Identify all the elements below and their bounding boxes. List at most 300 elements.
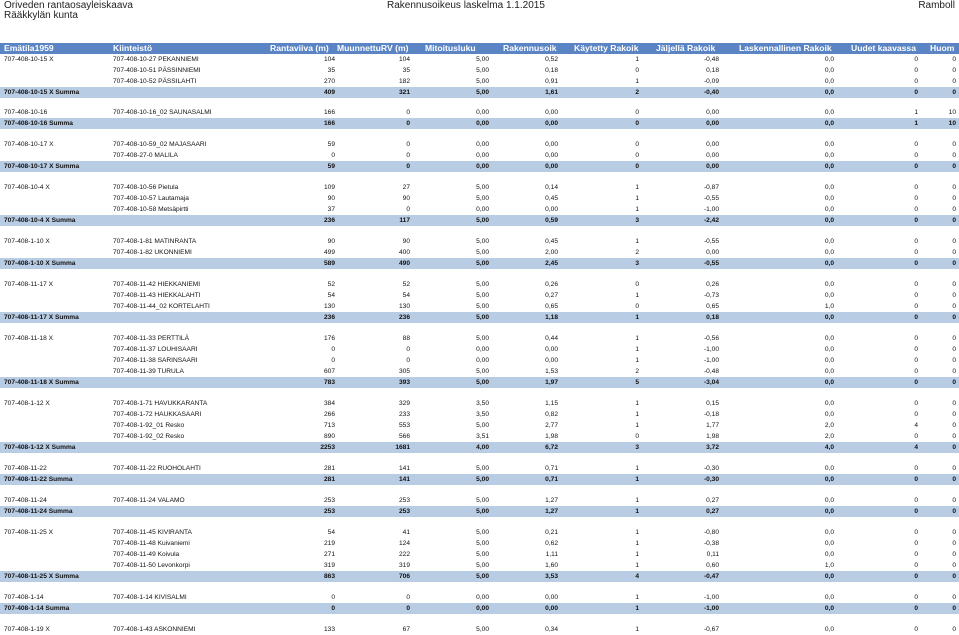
cell-laskennallinen: 1,0 [824, 303, 834, 310]
cell-uudet-kaavassa: 0 [914, 217, 918, 224]
cell-huom: 0 [952, 508, 956, 515]
cell-huom: 0 [952, 411, 956, 418]
cell-rakennusoik: 1,97 [545, 379, 558, 386]
cell-laskennallinen: 0,0 [824, 379, 834, 386]
cell-rantaviiva: 0 [331, 605, 335, 612]
cell-rantaviiva: 90 [327, 195, 335, 202]
cell-rakennusoik: 0,00 [545, 141, 558, 148]
cell-mitoitusluku: 3,50 [476, 400, 489, 407]
cell-rantaviiva: 863 [323, 573, 335, 580]
cell-mitoitusluku: 5,00 [476, 281, 489, 288]
cell-kaytetty: 1 [635, 497, 639, 504]
cell-rantaviiva: 236 [323, 217, 335, 224]
cell-rakennusoik: 1,18 [545, 314, 558, 321]
cell-huom: 10 [948, 109, 956, 116]
cell-rakennusoik: 1,27 [545, 497, 558, 504]
cell-laskennallinen: 0,0 [824, 141, 834, 148]
cell-huom: 0 [952, 444, 956, 451]
cell-rantaviiva: 90 [327, 238, 335, 245]
cell-jaljella: -0,55 [703, 195, 719, 202]
cell-huom: 0 [952, 56, 956, 63]
cell-jaljella: -1,00 [703, 605, 719, 612]
cell-uudet-kaavassa: 1 [914, 109, 918, 116]
cell-muunnettu-rv: 0 [406, 120, 410, 127]
cell-laskennallinen: 0,0 [824, 368, 834, 375]
cell-rantaviiva: 104 [323, 56, 335, 63]
cell-mitoitusluku: 5,00 [476, 529, 489, 536]
cell-rantaviiva: 0 [331, 594, 335, 601]
cell-rantaviiva: 281 [323, 476, 335, 483]
cell-mitoitusluku: 5,00 [476, 238, 489, 245]
cell-rantaviiva: 166 [323, 109, 335, 116]
header-center-title: Rakennusoikeus laskelma 1.1.2015 [387, 0, 545, 11]
table-row [0, 76, 959, 87]
cell-mitoitusluku: 5,00 [476, 292, 489, 299]
table-row [0, 150, 959, 161]
cell-mitoitusluku: 5,00 [476, 422, 489, 429]
cell-huom: 0 [952, 626, 956, 633]
cell-huom: 0 [952, 281, 956, 288]
cell-laskennallinen: 0,0 [824, 238, 834, 245]
cell-uudet-kaavassa: 0 [914, 67, 918, 74]
summary-row [0, 161, 959, 172]
cell-jaljella: 1,98 [706, 433, 719, 440]
cell-rakennusoik: 1,98 [545, 433, 558, 440]
cell-kiinteisto: 707-408-27-0 MALILA [113, 152, 178, 159]
cell-laskennallinen: 0,0 [824, 626, 834, 633]
cell-rakennusoik: 0,52 [545, 56, 558, 63]
cell-rakennusoik: 1,61 [545, 89, 558, 96]
cell-kaytetty: 1 [635, 465, 639, 472]
cell-mitoitusluku: 5,00 [476, 303, 489, 310]
cell-rakennusoik: 0,00 [545, 594, 558, 601]
cell-mitoitusluku: 4,00 [476, 444, 489, 451]
cell-muunnettu-rv: 253 [398, 497, 410, 504]
table-row [0, 65, 959, 76]
cell-rantaviiva: 109 [323, 184, 335, 191]
cell-muunnettu-rv: 0 [406, 206, 410, 213]
cell-muunnettu-rv: 236 [398, 314, 410, 321]
cell-huom: 0 [952, 195, 956, 202]
cell-emätila: 707-408-1-19 X [4, 626, 50, 633]
cell-uudet-kaavassa: 0 [914, 249, 918, 256]
summary-row [0, 571, 959, 582]
cell-kaytetty: 0 [635, 120, 639, 127]
cell-rantaviiva: 0 [331, 346, 335, 353]
cell-laskennallinen: 0,0 [824, 411, 834, 418]
table-row [0, 193, 959, 204]
cell-huom: 0 [952, 67, 956, 74]
cell-kiinteisto: 707-408-1-14 KIVISALMI [113, 594, 187, 601]
cell-kiinteisto: 707-408-10-58 Metsäpirtti [113, 206, 189, 213]
cell-kaytetty: 1 [635, 605, 639, 612]
table-row [0, 538, 959, 549]
cell-kaytetty: 1 [635, 314, 639, 321]
cell-emätila: 707-408-1-10 X Summa [4, 260, 76, 267]
cell-mitoitusluku: 0,00 [476, 206, 489, 213]
cell-rantaviiva: 176 [323, 335, 335, 342]
cell-muunnettu-rv: 41 [402, 529, 410, 536]
summary-row [0, 215, 959, 226]
cell-uudet-kaavassa: 0 [914, 605, 918, 612]
cell-jaljella: -0,38 [703, 540, 719, 547]
cell-kaytetty: 1 [635, 238, 639, 245]
col-header-huom: Huom [930, 43, 955, 53]
cell-jaljella: 0,11 [706, 551, 719, 558]
cell-mitoitusluku: 5,00 [476, 368, 489, 375]
cell-kaytetty: 0 [635, 303, 639, 310]
cell-rantaviiva: 271 [323, 551, 335, 558]
cell-rantaviiva: 0 [331, 357, 335, 364]
cell-rantaviiva: 59 [327, 141, 335, 148]
cell-jaljella: -0,55 [703, 260, 719, 267]
cell-jaljella: -0,73 [703, 292, 719, 299]
cell-rakennusoik: 0,45 [545, 238, 558, 245]
cell-laskennallinen: 0,0 [824, 497, 834, 504]
cell-jaljella: 0,65 [706, 303, 719, 310]
cell-emätila: 707-408-11-22 Summa [4, 476, 73, 483]
cell-emätila: 707-408-11-17 X Summa [4, 314, 79, 321]
cell-uudet-kaavassa: 0 [914, 465, 918, 472]
cell-laskennallinen: 0,0 [824, 314, 834, 321]
cell-huom: 0 [952, 540, 956, 547]
col-header-uudet-kaavassa: Uudet kaavassa [851, 43, 916, 53]
cell-jaljella: -0,18 [703, 411, 719, 418]
cell-rantaviiva: 409 [323, 89, 335, 96]
cell-kiinteisto: 707-408-11-24 VALAMO [113, 497, 185, 504]
cell-laskennallinen: 0,0 [824, 281, 834, 288]
cell-huom: 0 [952, 292, 956, 299]
cell-jaljella: 1,77 [706, 422, 719, 429]
cell-emätila: 707-408-1-14 [4, 594, 44, 601]
cell-rantaviiva: 499 [323, 249, 335, 256]
header-company: Ramboll [918, 0, 955, 11]
table-row [0, 204, 959, 215]
cell-muunnettu-rv: 0 [406, 346, 410, 353]
col-header-rantaviiva: Rantaviiva (m) [270, 43, 329, 53]
cell-huom: 0 [952, 551, 956, 558]
cell-kiinteisto: 707-408-11-49 Koivula [113, 551, 180, 558]
header-subtitle: Rääkkylän kunta [4, 10, 78, 21]
col-header-rakennusoik: Rakennusoik [503, 43, 557, 53]
cell-muunnettu-rv: 182 [398, 78, 410, 85]
cell-rakennusoik: 0,00 [545, 357, 558, 364]
cell-emätila: 707-408-10-4 X Summa [4, 217, 76, 224]
cell-kiinteisto: 707-408-11-43 HIEKKALAHTI [113, 292, 201, 299]
cell-muunnettu-rv: 0 [406, 109, 410, 116]
header-title: Oriveden rantaosayleiskaava [4, 0, 133, 11]
cell-uudet-kaavassa: 0 [914, 562, 918, 569]
cell-rakennusoik: 0,14 [545, 184, 558, 191]
cell-kaytetty: 1 [635, 346, 639, 353]
cell-uudet-kaavassa: 4 [914, 444, 918, 451]
cell-kaytetty: 1 [635, 411, 639, 418]
table-row [0, 107, 959, 118]
cell-mitoitusluku: 5,00 [476, 497, 489, 504]
cell-rakennusoik: 0,00 [545, 163, 558, 170]
cell-laskennallinen: 0,0 [824, 605, 834, 612]
cell-laskennallinen: 0,0 [824, 540, 834, 547]
cell-jaljella: -0,87 [703, 184, 719, 191]
cell-laskennallinen: 1,0 [824, 562, 834, 569]
cell-uudet-kaavassa: 0 [914, 346, 918, 353]
cell-uudet-kaavassa: 1 [914, 120, 918, 127]
cell-huom: 0 [952, 238, 956, 245]
cell-rantaviiva: 54 [327, 529, 335, 536]
cell-kiinteisto: 707-408-11-33 PERTTILÄ [113, 335, 189, 342]
cell-muunnettu-rv: 393 [398, 379, 410, 386]
cell-mitoitusluku: 5,00 [476, 508, 489, 515]
cell-mitoitusluku: 5,00 [476, 551, 489, 558]
cell-rantaviiva: 607 [323, 368, 335, 375]
cell-laskennallinen: 0,0 [824, 56, 834, 63]
cell-jaljella: -1,00 [703, 357, 719, 364]
cell-rantaviiva: 133 [323, 626, 335, 633]
cell-rakennusoik: 1,53 [545, 368, 558, 375]
cell-kaytetty: 1 [635, 335, 639, 342]
cell-kaytetty: 0 [635, 152, 639, 159]
cell-muunnettu-rv: 1681 [395, 444, 410, 451]
cell-muunnettu-rv: 490 [398, 260, 410, 267]
table-row [0, 527, 959, 538]
cell-kaytetty: 0 [635, 163, 639, 170]
cell-huom: 0 [952, 476, 956, 483]
cell-uudet-kaavassa: 0 [914, 357, 918, 364]
cell-uudet-kaavassa: 0 [914, 411, 918, 418]
cell-uudet-kaavassa: 0 [914, 195, 918, 202]
cell-mitoitusluku: 5,00 [476, 249, 489, 256]
col-header-kiinteisto: Kiinteistö [113, 43, 153, 53]
cell-muunnettu-rv: 117 [399, 217, 410, 224]
summary-row [0, 442, 959, 453]
cell-laskennallinen: 0,0 [824, 195, 834, 202]
cell-muunnettu-rv: 90 [402, 195, 410, 202]
cell-jaljella: 0,18 [706, 67, 719, 74]
cell-uudet-kaavassa: 0 [914, 56, 918, 63]
cell-laskennallinen: 0,0 [824, 465, 834, 472]
cell-muunnettu-rv: 222 [398, 551, 410, 558]
cell-uudet-kaavassa: 0 [914, 400, 918, 407]
table-row [0, 560, 959, 571]
cell-muunnettu-rv: 706 [398, 573, 410, 580]
cell-mitoitusluku: 0,00 [476, 141, 489, 148]
cell-uudet-kaavassa: 0 [914, 368, 918, 375]
cell-rakennusoik: 1,60 [545, 562, 558, 569]
cell-rantaviiva: 589 [323, 260, 335, 267]
cell-rantaviiva: 236 [323, 314, 335, 321]
cell-jaljella: -2,42 [703, 217, 719, 224]
cell-huom: 0 [952, 152, 956, 159]
summary-row [0, 474, 959, 485]
cell-kaytetty: 3 [635, 260, 639, 267]
cell-uudet-kaavassa: 0 [914, 184, 918, 191]
cell-kiinteisto: 707-408-11-48 Kuivaniemi [113, 540, 190, 547]
cell-rakennusoik: 0,00 [545, 152, 558, 159]
cell-uudet-kaavassa: 0 [914, 335, 918, 342]
cell-uudet-kaavassa: 0 [914, 540, 918, 547]
cell-uudet-kaavassa: 0 [914, 260, 918, 267]
cell-rantaviiva: 253 [323, 497, 335, 504]
cell-rakennusoik: 2,45 [545, 260, 558, 267]
cell-huom: 0 [952, 357, 956, 364]
cell-rantaviiva: 266 [323, 411, 335, 418]
cell-jaljella: -1,00 [703, 346, 719, 353]
cell-rakennusoik: 0,21 [545, 529, 558, 536]
cell-emätila: 707-408-11-18 X Summa [4, 379, 79, 386]
cell-uudet-kaavassa: 0 [914, 529, 918, 536]
cell-uudet-kaavassa: 0 [914, 303, 918, 310]
cell-kiinteisto: 707-408-11-38 SARINSAARI [113, 357, 198, 364]
cell-rakennusoik: 0,00 [545, 206, 558, 213]
cell-huom: 0 [952, 465, 956, 472]
cell-rakennusoik: 0,71 [545, 476, 558, 483]
cell-laskennallinen: 0,0 [824, 249, 834, 256]
summary-row [0, 506, 959, 517]
cell-rakennusoik: 0,18 [545, 67, 558, 74]
cell-rakennusoik: 0,45 [545, 195, 558, 202]
cell-kiinteisto: 707-408-10-57 Lautamaja [113, 195, 189, 202]
cell-uudet-kaavassa: 0 [914, 152, 918, 159]
cell-jaljella: -0,40 [703, 89, 719, 96]
cell-emätila: 707-408-10-17 X [4, 141, 54, 148]
cell-mitoitusluku: 0,00 [476, 120, 489, 127]
cell-rantaviiva: 59 [327, 163, 335, 170]
cell-rantaviiva: 219 [323, 540, 335, 547]
cell-rantaviiva: 166 [323, 120, 335, 127]
cell-emätila: 707-408-11-25 X Summa [4, 573, 79, 580]
cell-muunnettu-rv: 67 [402, 626, 410, 633]
cell-muunnettu-rv: 0 [406, 357, 410, 364]
cell-emätila: 707-408-11-24 Summa [4, 508, 73, 515]
cell-rantaviiva: 0 [331, 152, 335, 159]
cell-emätila: 707-408-10-17 X Summa [4, 163, 80, 170]
cell-laskennallinen: 0,0 [824, 529, 834, 536]
cell-mitoitusluku: 0,00 [476, 357, 489, 364]
table-row [0, 549, 959, 560]
cell-rantaviiva: 35 [327, 67, 335, 74]
cell-mitoitusluku: 5,00 [476, 465, 489, 472]
cell-huom: 0 [952, 422, 956, 429]
table-row [0, 182, 959, 193]
cell-uudet-kaavassa: 4 [914, 422, 918, 429]
cell-kiinteisto: 707-408-10-16_02 SAUNASALMI [113, 109, 212, 116]
cell-kaytetty: 5 [635, 379, 639, 386]
summary-row [0, 312, 959, 323]
cell-kiinteisto: 707-408-10-27 PEKANNIEMI [113, 56, 199, 63]
cell-kiinteisto: 707-408-1-82 UKONNIEMI [113, 249, 192, 256]
cell-kiinteisto: 707-408-1-92_02 Resko [113, 433, 185, 440]
table-row [0, 398, 959, 409]
cell-jaljella: -0,55 [703, 238, 719, 245]
cell-kiinteisto: 707-408-10-59_02 MAJASAARI [113, 141, 207, 148]
cell-rantaviiva: 384 [323, 400, 335, 407]
cell-laskennallinen: 0,0 [824, 594, 834, 601]
cell-jaljella: 0,00 [706, 141, 719, 148]
col-header-muunnettu-rv: MuunnettuRV (m) [337, 43, 409, 53]
cell-kiinteisto: 707-408-1-71 HAVUKKARANTA [113, 400, 208, 407]
cell-jaljella: -0,30 [703, 476, 719, 483]
cell-emätila: 707-408-11-24 [4, 497, 47, 504]
cell-kaytetty: 0 [635, 141, 639, 148]
cell-kiinteisto: 707-408-11-22 RUOHOLAHTI [113, 465, 201, 472]
cell-uudet-kaavassa: 0 [914, 281, 918, 288]
cell-huom: 0 [952, 260, 956, 267]
cell-jaljella: 0,26 [706, 281, 719, 288]
cell-kaytetty: 0 [635, 67, 639, 74]
cell-emätila: 707-408-10-15 X [4, 56, 54, 63]
cell-muunnettu-rv: 130 [398, 303, 410, 310]
cell-jaljella: -0,48 [703, 56, 719, 63]
cell-kaytetty: 0 [635, 281, 639, 288]
cell-kiinteisto: 707-408-11-39 TURULA [113, 368, 184, 375]
cell-mitoitusluku: 5,00 [476, 476, 489, 483]
cell-huom: 0 [952, 605, 956, 612]
cell-uudet-kaavassa: 0 [914, 626, 918, 633]
cell-rakennusoik: 6,72 [545, 444, 558, 451]
cell-huom: 0 [952, 78, 956, 85]
cell-muunnettu-rv: 319 [398, 562, 410, 569]
cell-mitoitusluku: 5,00 [476, 335, 489, 342]
cell-rantaviiva: 130 [323, 303, 335, 310]
cell-rantaviiva: 713 [323, 422, 335, 429]
cell-jaljella: -0,30 [703, 465, 719, 472]
table-row [0, 247, 959, 258]
cell-uudet-kaavassa: 0 [914, 573, 918, 580]
cell-rakennusoik: 0,00 [545, 346, 558, 353]
cell-kaytetty: 1 [635, 476, 639, 483]
cell-kaytetty: 1 [635, 422, 639, 429]
cell-jaljella: -1,00 [703, 206, 719, 213]
cell-laskennallinen: 0,0 [824, 89, 834, 96]
table-row [0, 54, 959, 65]
summary-row [0, 377, 959, 388]
cell-emätila: 707-408-10-4 X [4, 184, 50, 191]
cell-mitoitusluku: 5,00 [476, 184, 489, 191]
cell-huom: 0 [952, 249, 956, 256]
col-header-mitoitusluku: Mitoitusluku [425, 43, 476, 53]
cell-mitoitusluku: 5,00 [476, 540, 489, 547]
cell-rakennusoik: 0,00 [545, 120, 558, 127]
cell-jaljella: -0,80 [703, 529, 719, 536]
cell-muunnettu-rv: 233 [398, 411, 410, 418]
cell-rantaviiva: 319 [323, 562, 335, 569]
cell-huom: 0 [952, 141, 956, 148]
cell-laskennallinen: 0,0 [824, 551, 834, 558]
cell-huom: 0 [952, 368, 956, 375]
cell-mitoitusluku: 5,00 [476, 562, 489, 569]
cell-kaytetty: 1 [635, 508, 639, 515]
cell-huom: 0 [952, 303, 956, 310]
summary-row [0, 603, 959, 614]
cell-kaytetty: 1 [635, 551, 639, 558]
cell-laskennallinen: 0,0 [824, 206, 834, 213]
cell-kiinteisto: 707-408-1-72 HAUKKASAARI [113, 411, 202, 418]
cell-uudet-kaavassa: 0 [914, 78, 918, 85]
cell-mitoitusluku: 5,00 [476, 217, 489, 224]
cell-rakennusoik: 1,11 [545, 551, 558, 558]
table-row [0, 366, 959, 377]
cell-rantaviiva: 37 [327, 206, 335, 213]
cell-huom: 0 [952, 400, 956, 407]
cell-rakennusoik: 0,65 [545, 303, 558, 310]
cell-kaytetty: 0 [635, 433, 639, 440]
cell-mitoitusluku: 0,00 [476, 346, 489, 353]
cell-huom: 0 [952, 346, 956, 353]
cell-kiinteisto: 707-408-11-42 HIEKKANIEMI [113, 281, 201, 288]
cell-huom: 0 [952, 89, 956, 96]
cell-kaytetty: 1 [635, 56, 639, 63]
cell-rakennusoik: 0,82 [545, 411, 558, 418]
